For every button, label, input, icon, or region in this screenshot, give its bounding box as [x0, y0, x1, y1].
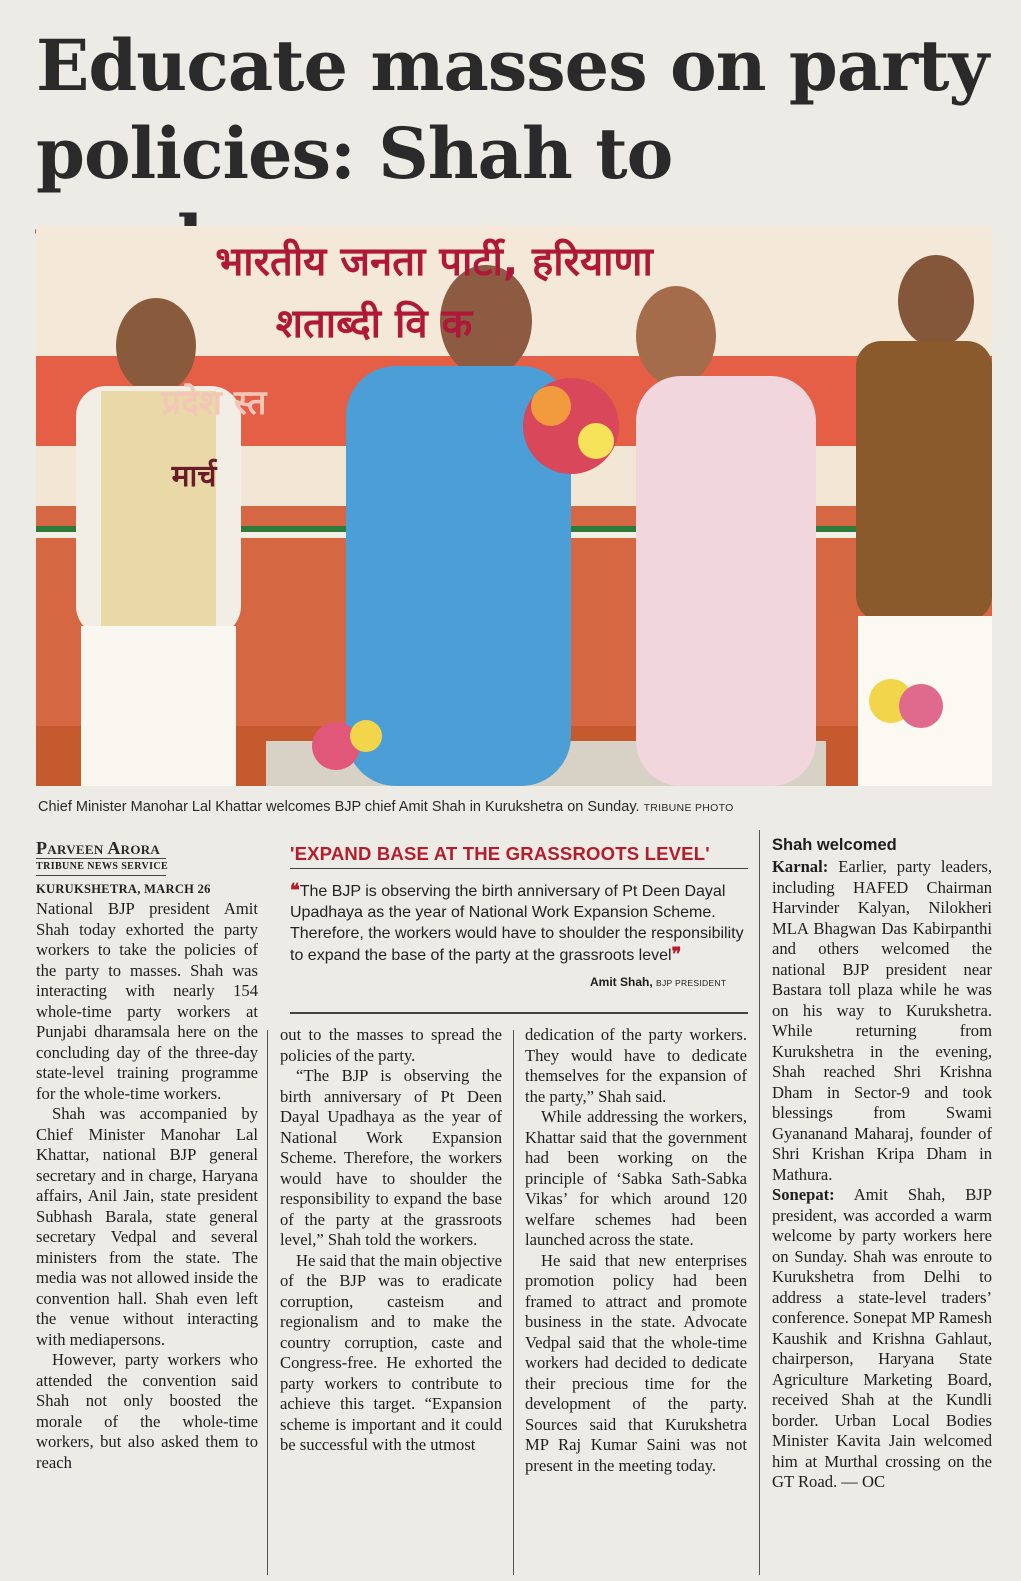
body-column-1: [36, 899, 258, 1473]
col1-paragraph-1: National BJP president Amit Shah today exhorted the party workers to take the policies of the party to masses. Shah was interacting with nearly 154 whole-time party workers at Punjabi dharamsala here on the concluding day of the three-day state-level training programme for the whole-time workers.: [36, 899, 258, 1103]
pullquote-text: The BJP is observing the birth anniversary of Pt Deen Dayal Upadhaya as the year of National Work Expansion Scheme. Therefore, the workers would have to shoulder the responsibility to expand the base of the party at the grassroots level: [290, 883, 744, 964]
col2-paragraph-2: “The BJP is observing the birth anniversary of Pt Deen Dayal Upadhaya as the year of National Work Expansion Scheme. Therefore, the workers would have to shoulder the responsibility to expand the base of the party at the grassroots level,” Shah told the workers.: [280, 1066, 502, 1249]
pullquote-top-rule: [290, 868, 748, 869]
pullquote-heading: 'EXPAND BASE AT THE GRASSROOTS LEVEL': [290, 843, 710, 864]
sidebar-column: [772, 857, 992, 1493]
col1-paragraph-2: Shah was accompanied by Chief Minister Manohar Lal Khattar, national BJP general secretary and in charge, Haryana affairs, Anil Jain, state president Subhash Barala, state general secretary Vedpal and several ministers from the state. The media was not allowed inside the convention hall. Shah even left the venue without interacting with mediapersons.: [36, 1104, 258, 1349]
photo-credit: TRIBUNE PHOTO: [643, 802, 734, 814]
sidebar-text-sonepat: Amit Shah, BJP president, was accorded a warm welcome by party workers here on Sunday. Shah was enroute to Kurukshetra from Delhi to address a state-level traders’ conference. Sonepat MP Ramesh Kaushik and Krishna Gahlaut, chairperson, Haryana State Agriculture Marketing Board, received Shah at the Kundli border. Urban Local Bodies Minister Kavita Jain welcomed him at Murthal crossing on the GT Road. — OC: [772, 1185, 992, 1491]
photo-caption: [38, 799, 998, 815]
col3-paragraph-3: He said that new enterprises promotion policy had been framed to attract and promote business in the state. Advocate Vedpal said that the whole-time workers had decided to dedicate their precious time for the development of the party. Sources said that Kurukshetra MP Raj Kumar Saini was not present in the meeting today.: [525, 1250, 747, 1475]
banner-line-4: मार्च: [171, 459, 217, 494]
news-photo: [36, 226, 992, 786]
caption-text: Chief Minister Manohar Lal Khattar welcomes BJP chief Amit Shah in Kurukshetra on Sunday.: [38, 799, 640, 815]
byline-name: Parveen Arora: [36, 838, 161, 858]
pullquote-bottom-rule: [290, 1012, 748, 1014]
headline: Educate masses on party policies: Shah to: [36, 24, 989, 195]
column-divider-1: [267, 1030, 268, 1575]
sidebar-lead-sonepat: Sonepat:: [772, 1185, 835, 1204]
column-divider-2: [513, 1030, 514, 1575]
pullquote: [290, 880, 746, 966]
banner-line-1: भारतीय जनता पार्टी, हरियाणा: [215, 239, 653, 285]
sidebar-heading: Shah welcomed: [772, 836, 897, 854]
body-column-2: [280, 1025, 502, 1456]
dateline: KURUKSHETRA, MARCH 26: [36, 882, 211, 896]
byline-rule-lower: [36, 875, 166, 876]
sidebar-text-karnal: Earlier, party leaders, including HAFED Chairman Harvinder Kalyan, Nilokheri MLA Bhagwan Das Kabirpanthi and others welcomed the national BJP president near Bastara toll plaza while he was on his way to Kurukshetra. While returning from Kurukshetra in the evening, Shah reached Shri Krishna Dham in Sector-9 and took blessings from Swami Gyananand Maharaj, founder of Shri Krishan Kripa Dham in Mathura.: [772, 857, 992, 1184]
col3-paragraph-1: dedication of the party workers. They would have to dedicate themselves for the expansion of the party,” Shah said.: [525, 1025, 747, 1106]
banner-line-2: शताब्दी वि क: [275, 301, 473, 347]
byline-service: TRIBUNE NEWS SERVICE: [36, 861, 169, 872]
body-column-3: [525, 1025, 747, 1476]
sidebar-paragraph-1: [772, 857, 992, 1185]
col1-paragraph-3: However, party workers who attended the convention said Shah not only boosted the morale of the whole-time workers, but also asked them to reach: [36, 1350, 258, 1472]
sidebar-lead-karnal: Karnal:: [772, 857, 829, 876]
byline-rule: [36, 858, 166, 859]
attribution-name: Amit Shah,: [590, 975, 653, 989]
col3-paragraph-2: While addressing the workers, Khattar said that the government had been working on the principle of ‘Sabka Sath-Sabka Vikas’ for which around 120 welfare schemes had been launched across the state.: [525, 1107, 747, 1249]
col2-paragraph-1: out to the masses to spread the policies of the party.: [280, 1025, 502, 1065]
column-divider-3: [759, 830, 760, 1575]
open-quote-mark: ❝: [290, 880, 300, 900]
col2-paragraph-3: He said that the main objective of the BJP was to eradicate corruption, casteism and regionalism and to make the country corruption, caste and Congress-free. He exhorted the party workers to contribute to achieve this target. “Expansion scheme is important and it could be successful with the utmost: [280, 1250, 502, 1454]
close-quote-mark: ❞: [671, 944, 682, 964]
banner-line-3: प्रदेश स्त: [161, 383, 267, 423]
attribution-title: BJP PRESIDENT: [656, 978, 727, 988]
pullquote-attribution: [590, 975, 726, 989]
sidebar-paragraph-2: [772, 1185, 992, 1493]
